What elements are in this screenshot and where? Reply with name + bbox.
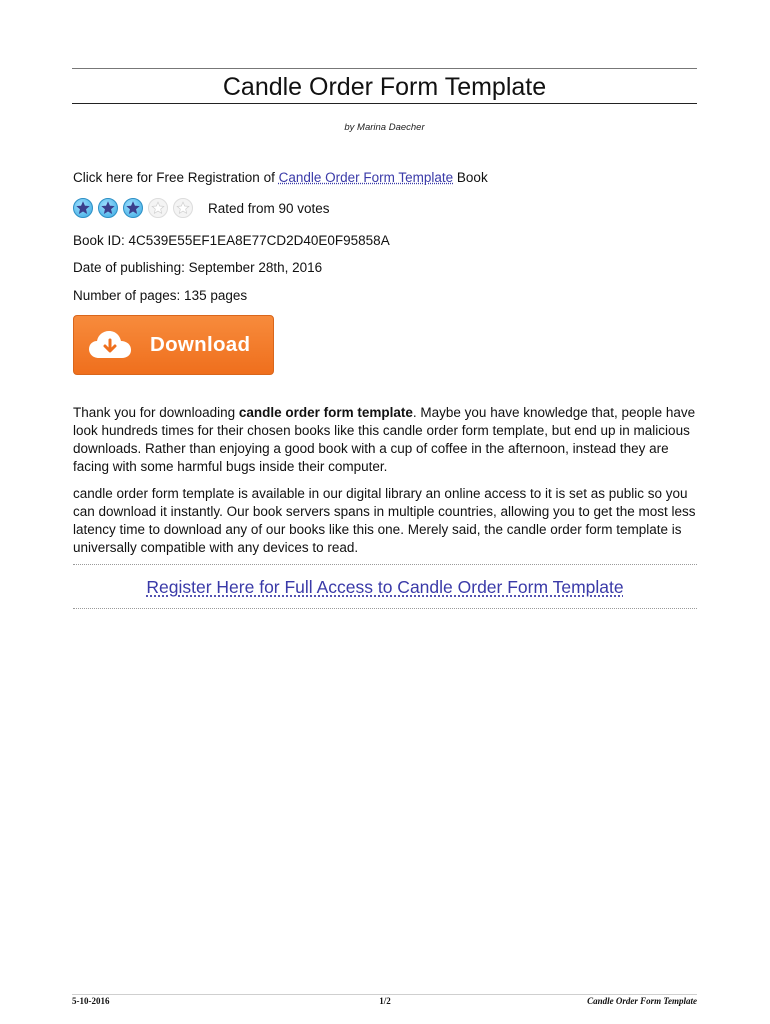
rating-stars xyxy=(73,198,198,218)
page-count: Number of pages: 135 pages xyxy=(73,288,248,303)
star-icon xyxy=(98,198,118,218)
star-icon xyxy=(123,198,143,218)
registration-suffix: Book xyxy=(453,170,488,185)
dotted-divider-top xyxy=(73,564,697,565)
author-byline: by Marina Daecher xyxy=(344,122,425,133)
registration-prefix: Click here for Free Registration of xyxy=(73,170,279,185)
star-icon xyxy=(148,198,168,218)
dotted-divider-bottom xyxy=(73,608,697,609)
intro-text-start: Thank you for downloading xyxy=(73,405,239,420)
footer-date: 5-10-2016 xyxy=(72,996,110,1006)
top-rule xyxy=(72,68,697,69)
title-rule xyxy=(72,103,697,104)
registration-line xyxy=(73,169,488,187)
footer-page-number: 1/2 xyxy=(379,996,391,1006)
publish-date: Date of publishing: September 28th, 2016 xyxy=(73,260,323,275)
star-icon xyxy=(73,198,93,218)
registration-link[interactable]: Candle Order Form Template xyxy=(278,170,454,185)
register-link[interactable]: Register Here for Full Access to Candle Order Form Template xyxy=(146,577,624,597)
intro-paragraph xyxy=(73,404,700,476)
footer-title: Candle Order Form Template xyxy=(587,996,697,1006)
rating-text: Rated from 90 votes xyxy=(208,200,330,216)
book-id: Book ID: 4C539E55EF1EA8E77CD2D40E0F95858A xyxy=(73,233,390,248)
footer-rule xyxy=(72,994,697,995)
page-title: Candle Order Form Template xyxy=(222,73,547,101)
intro-bold-title: candle order form template xyxy=(238,405,413,420)
cloud-download-icon xyxy=(88,330,132,360)
intro-text-rest: . Maybe you have knowledge that, people have look hundreds times for their chosen books like this candle order form template, but end up in malicious downloads. Rather than enjoying a good book with a cup of coffee in the afternoon, instead they are facing with some harmful bugs inside their computer. xyxy=(73,405,696,474)
availability-paragraph: candle order form template is available in our digital library an online access to it is set as public so you can download it instantly. Our book servers spans in multiple countries, allowing you to get the most less latency time to download any of our books like this one. Merely said, the candle order form template is universally compatible with any devices to read. xyxy=(73,486,696,555)
star-icon xyxy=(173,198,193,218)
download-label: Download xyxy=(150,333,251,356)
download-button[interactable] xyxy=(73,315,274,375)
star-rating xyxy=(73,198,330,218)
